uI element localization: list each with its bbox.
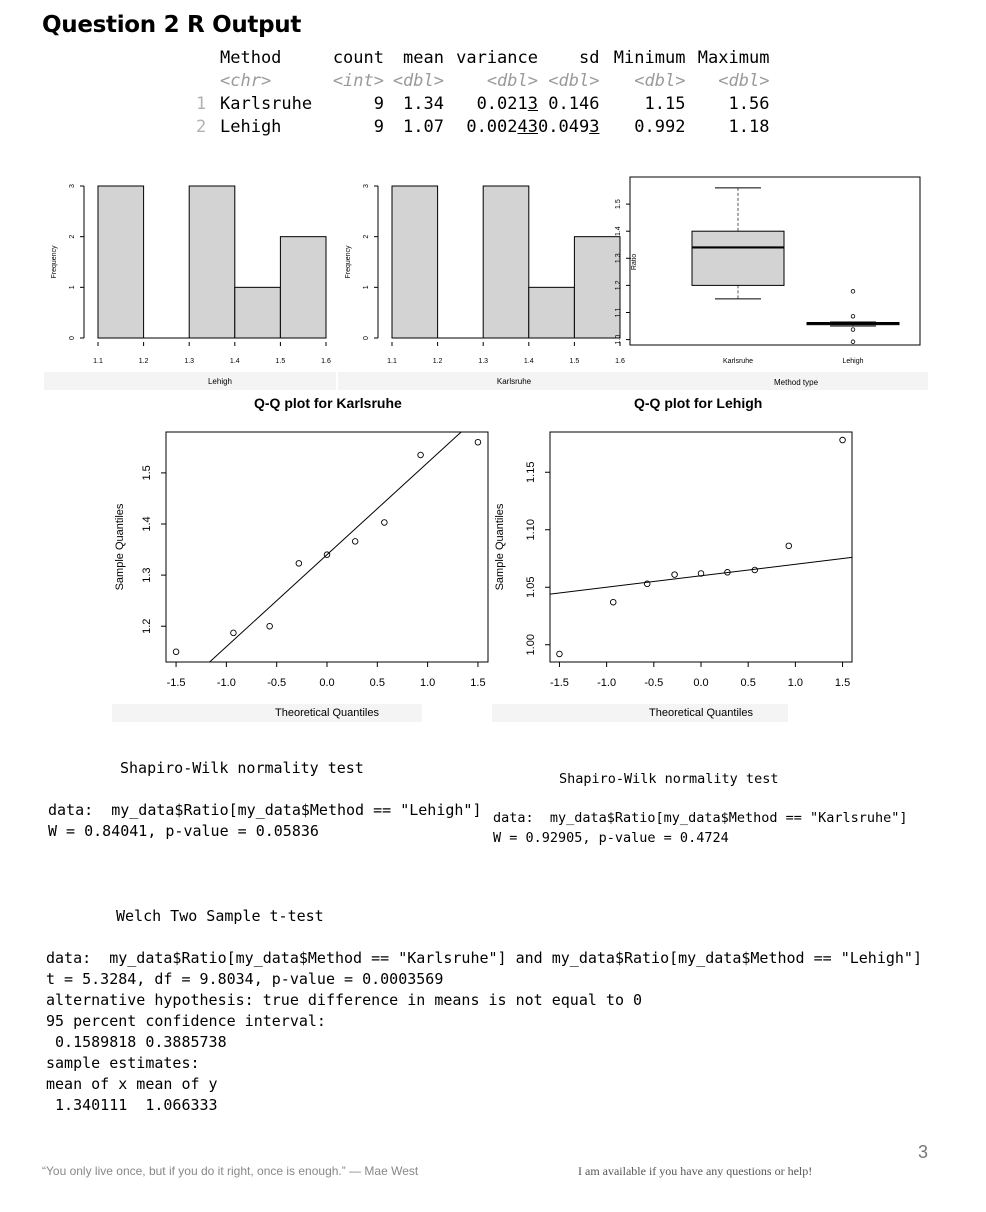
x-axis-label: Theoretical Quantiles — [649, 707, 753, 719]
histogram-karlsruhe — [338, 172, 630, 390]
row-min: 1.15 — [644, 93, 686, 114]
qq-karlsruhe-title: Q-Q plot for Karlsruhe — [254, 395, 402, 411]
x-tick-label: Lehigh — [842, 358, 864, 365]
row-mean: 1.34 — [403, 93, 444, 114]
row-variance — [444, 92, 538, 115]
row-max: 1.56 — [728, 93, 770, 114]
histogram-bar — [189, 186, 235, 338]
y-tick-label: 1.0 — [615, 334, 622, 345]
histogram-lehigh — [44, 172, 336, 390]
welch-title: Welch Two Sample t-test — [116, 907, 324, 925]
row-index: 2 — [196, 116, 207, 137]
welch-line: 95 percent confidence interval: — [46, 1012, 326, 1030]
histogram-bar — [235, 287, 281, 338]
qq-point — [231, 630, 237, 636]
welch-line: 0.1589818 0.3885738 — [46, 1033, 227, 1051]
row-sd — [538, 92, 599, 115]
welch-line: t = 5.3284, df = 9.8034, p-value = 0.0003569 — [46, 970, 444, 988]
sd-digits: 0.146 — [548, 93, 600, 114]
summary-table — [196, 46, 769, 138]
sd-sig-digits: 3 — [589, 116, 600, 137]
qq-point — [173, 649, 179, 655]
x-tick-label: -0.5 — [644, 677, 664, 689]
x-tick-label: 1.6 — [615, 358, 625, 365]
x-tick-label: -1.5 — [549, 677, 569, 689]
y-tick-label: 1.00 — [525, 634, 537, 656]
qq-point — [267, 623, 273, 629]
page-heading: Question 2 R Output — [42, 12, 302, 38]
x-axis-label: Karlsruhe — [496, 377, 532, 386]
footer-note: I am available if you have any questions or help! — [578, 1164, 813, 1178]
x-tick-label: 1.0 — [419, 677, 436, 689]
qq-point — [840, 437, 846, 443]
col-maximum: Maximum — [697, 47, 770, 68]
x-tick-label: -1.0 — [597, 677, 617, 689]
row-count: 9 — [373, 93, 384, 114]
col-count: count — [332, 47, 384, 68]
variance-digits: 0.002 — [466, 116, 518, 137]
row-sd — [538, 115, 599, 138]
qq-lehigh-title: Q-Q plot for Lehigh — [634, 395, 763, 411]
y-tick-label: 1.05 — [525, 576, 537, 598]
welch-line: 1.340111 1.066333 — [46, 1096, 218, 1114]
row-min: 0.992 — [634, 116, 686, 137]
y-tick-label: 1 — [69, 285, 76, 290]
row-mean: 1.07 — [403, 116, 444, 137]
x-tick-label: 1.5 — [470, 677, 486, 689]
x-tick-label: 1.3 — [184, 358, 195, 365]
shapiro-karlsruhe-title: Shapiro-Wilk normality test — [559, 771, 779, 787]
y-tick-label: 3 — [363, 184, 370, 188]
qq-point — [418, 452, 424, 458]
histogram-bar — [529, 287, 575, 338]
y-tick-label: 1.5 — [141, 465, 153, 481]
col-sd: sd — [578, 47, 600, 68]
qq-point — [752, 567, 758, 573]
welch-line: sample estimates: — [46, 1054, 200, 1072]
x-tick-label: 0.0 — [693, 677, 709, 689]
x-tick-label: 1.1 — [93, 358, 103, 365]
col-method: Method — [220, 47, 282, 68]
variance-sig-digits: 3 — [527, 93, 538, 114]
x-tick-label: 1.0 — [787, 677, 804, 689]
y-tick-label: 1.2 — [615, 280, 622, 291]
histogram-bar — [392, 186, 438, 338]
y-axis-label: Frequency — [345, 245, 352, 279]
table-row — [196, 115, 769, 138]
qq-point — [786, 543, 792, 549]
x-tick-label: 1.2 — [138, 358, 149, 365]
x-tick-label: 0.5 — [740, 677, 756, 689]
col-variance: variance — [456, 47, 538, 68]
row-index: 1 — [196, 93, 207, 114]
footer-quote: “You only live once, but if you do it right, once is enough.” — Mae West — [42, 1164, 419, 1178]
welch-line: data: my_data$Ratio[my_data$Method == "Karlsruhe"] and my_data$Ratio[my_data$Method == "Lehigh"] — [46, 949, 922, 967]
y-axis-label: Ratio — [631, 253, 638, 271]
y-tick-label: 1 — [363, 285, 370, 290]
x-tick-label: 1.4 — [229, 358, 240, 365]
type-cell: <dbl> — [634, 70, 686, 91]
y-tick-label: 1.4 — [141, 516, 153, 532]
outlier-point — [851, 314, 855, 318]
y-tick-label: 1.5 — [615, 199, 622, 209]
table-header-row — [196, 46, 769, 69]
type-cell: <dbl> — [548, 70, 600, 91]
qq-reference-line — [166, 407, 488, 701]
y-tick-label: 2 — [69, 234, 76, 239]
x-tick-label: -1.0 — [216, 677, 236, 689]
y-tick-label: 1.3 — [141, 567, 153, 583]
qq-point — [296, 561, 302, 567]
welch-line: alternative hypothesis: true difference in means is not equal to 0 — [46, 991, 643, 1009]
plot-frame — [550, 432, 852, 662]
qq-plot-karlsruhe — [108, 420, 492, 724]
table-row — [196, 92, 769, 115]
qq-point — [475, 439, 481, 445]
type-cell: <chr> — [220, 70, 272, 91]
qq-point — [382, 520, 388, 526]
welch-line: mean of x mean of y — [46, 1075, 218, 1093]
x-tick-label: -1.5 — [166, 677, 186, 689]
row-method: Lehigh — [220, 116, 282, 137]
qq-point — [352, 539, 358, 545]
x-axis-label: Lehigh — [207, 377, 233, 386]
row-max: 1.18 — [728, 116, 770, 137]
outlier-point — [851, 340, 855, 344]
histogram-bar — [574, 237, 620, 338]
row-method: Karlsruhe — [220, 93, 313, 114]
y-tick-label: 0 — [69, 336, 76, 340]
qq-point — [672, 572, 678, 578]
table-type-row — [196, 69, 769, 92]
shapiro-karlsruhe-result: W = 0.92905, p-value = 0.4724 — [493, 830, 729, 846]
y-tick-label: 3 — [69, 184, 76, 188]
histogram-bar — [98, 186, 144, 338]
outlier-point — [851, 290, 855, 294]
variance-sig-digits: 43 — [517, 116, 538, 137]
y-tick-label: 1.4 — [615, 226, 622, 237]
y-tick-label: 1.1 — [615, 307, 622, 318]
qq-point — [610, 599, 616, 605]
axis-label-band — [44, 372, 336, 390]
col-minimum: Minimum — [613, 47, 686, 68]
x-tick-label: 1.5 — [569, 358, 580, 365]
type-cell: <dbl> — [486, 70, 538, 91]
page-number: 3 — [918, 1142, 929, 1162]
y-axis-label: Sample Quantiles — [114, 503, 126, 591]
outlier-point — [851, 328, 855, 332]
shapiro-lehigh-result: W = 0.84041, p-value = 0.05836 — [48, 822, 319, 840]
x-axis-label: Theoretical Quantiles — [275, 707, 379, 719]
x-tick-label: 1.6 — [321, 358, 331, 365]
qq-plot-lehigh — [488, 420, 860, 724]
histogram-bar — [483, 186, 529, 338]
type-cell: <int> — [332, 70, 384, 91]
y-tick-label: 2 — [363, 234, 370, 239]
x-tick-label: 1.5 — [834, 677, 851, 689]
row-variance — [444, 115, 538, 138]
qq-reference-line — [550, 557, 852, 594]
welch-output — [46, 948, 922, 1116]
y-tick-label: 1.2 — [141, 618, 153, 634]
x-tick-label: -0.5 — [267, 677, 287, 689]
histogram-bar — [280, 237, 326, 338]
box-body — [692, 231, 784, 285]
plot-frame — [166, 432, 488, 662]
col-mean: mean — [403, 47, 444, 68]
x-tick-label: 1.1 — [387, 358, 397, 365]
y-tick-label: 1.10 — [525, 519, 537, 541]
qq-point — [557, 651, 563, 657]
y-tick-label: 1.15 — [525, 461, 537, 483]
x-axis-label: Method type — [773, 378, 819, 387]
y-axis-label: Sample Quantiles — [494, 503, 506, 591]
y-tick-label: 1.3 — [615, 253, 622, 264]
axis-label-band — [338, 372, 630, 390]
shapiro-lehigh-title: Shapiro-Wilk normality test — [120, 759, 364, 777]
x-tick-label: 1.5 — [275, 358, 286, 365]
x-tick-label: Karlsruhe — [723, 358, 753, 365]
x-tick-label: 0.5 — [369, 677, 385, 689]
shapiro-lehigh-data: data: my_data$Ratio[my_data$Method == "Lehigh"] — [48, 801, 482, 819]
x-tick-label: 1.3 — [478, 358, 489, 365]
sd-digits: 0.049 — [538, 116, 590, 137]
x-tick-label: 1.4 — [523, 358, 534, 365]
type-cell: <dbl> — [718, 70, 770, 91]
row-count: 9 — [373, 116, 384, 137]
shapiro-karlsruhe-data: data: my_data$Ratio[my_data$Method == "Karlsruhe"] — [493, 810, 908, 826]
y-axis-label: Frequency — [51, 245, 58, 279]
x-tick-label: 0.0 — [319, 677, 335, 689]
variance-digits: 0.021 — [476, 93, 528, 114]
type-cell: <dbl> — [392, 70, 444, 91]
y-tick-label: 0 — [363, 336, 370, 340]
x-tick-label: 1.2 — [432, 358, 443, 365]
